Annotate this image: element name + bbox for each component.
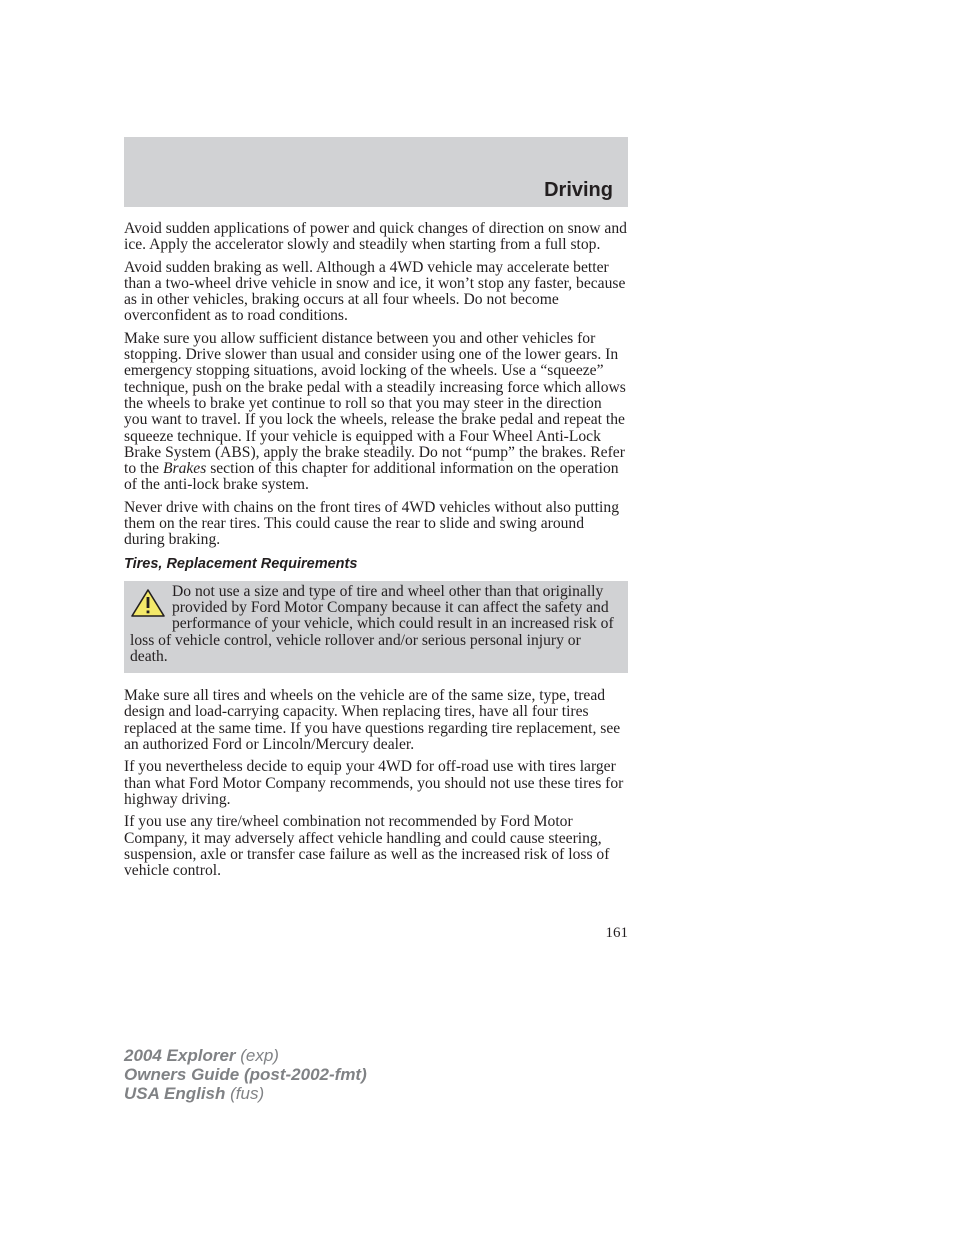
header-band — [124, 137, 628, 207]
footer-guide: Owners Guide (post-2002-fmt) — [124, 1065, 367, 1084]
main-content — [124, 221, 628, 885]
warning-triangle-icon — [130, 588, 166, 618]
brakes-reference: Brakes — [162, 460, 207, 478]
footer-line-2 — [124, 1065, 367, 1084]
footer-line-1 — [124, 1046, 367, 1065]
page-number: 161 — [605, 925, 628, 941]
paragraph-3-text-b: section of this chapter for additional information on the operation of the anti-lock brake system. — [124, 460, 619, 494]
paragraph-3-text-a: Make sure you allow sufficient distance between you and other vehicles for stopping. Drive slower than usual and consider using one of the lower gears. In emergency stopping situations, avoid locking of the wheels. Use a “squeeze” technique, push on the brake pedal with a steadily increasing force which allows the wheels to brake yet continue to roll so that you may steer in the direction you want to travel. If you lock the wheels, release the brake pedal and repeat the squeeze technique. If your vehicle is equipped with a Four Wheel Anti-Lock Brake System (ABS), apply the brake steadily. Do not “pump” the brakes. Refer to the — [124, 329, 626, 478]
warning-text: Do not use a size and type of tire and wheel other than that originally provided by Ford Motor Company because it can affect the safety and performance of your vehicle, which could result in an increased risk of loss of vehicle control, vehicle rollover and/or serious personal injury or death. — [130, 582, 614, 665]
section-heading: Tires, Replacement Requirements — [124, 555, 358, 572]
paragraph-3 — [124, 331, 628, 494]
paragraph-1: Avoid sudden applications of power and quick changes of direction on snow and ice. Apply the accelerator slowly and steadily when starting from a full stop. — [124, 220, 627, 254]
paragraph-7: If you use any tire/wheel combination not recommended by Ford Motor Company, it may adversely affect vehicle handling and could cause steering, suspension, axle or transfer case failure as well as the increased risk of loss of vehicle control. — [124, 813, 610, 880]
paragraph-2: Avoid sudden braking as well. Although a 4WD vehicle may accelerate better than a two-wheel drive vehicle in snow and ice, it won’t stop any faster, because as in other vehicles, braking occurs at all four wheels. Do not become overconfident as to road conditions. — [124, 258, 626, 325]
footer — [124, 1046, 367, 1103]
footer-model-code: (exp) — [235, 1046, 279, 1065]
page-title: Driving — [544, 179, 613, 201]
warning-box — [124, 581, 628, 673]
footer-model: 2004 Explorer — [124, 1046, 236, 1065]
footer-language-code: (fus) — [225, 1084, 265, 1103]
paragraph-6: If you nevertheless decide to equip your 4WD for off-road use with tires larger than what Ford Motor Company recommends, you should not use these tires for highway driving. — [124, 758, 624, 808]
footer-language: USA English — [124, 1084, 226, 1103]
paragraph-5: Make sure all tires and wheels on the vehicle are of the same size, type, tread design and load-carrying capacity. When replacing tires, have all four tires replaced at the same time. If you have questions regarding tire replacement, see an authorized Ford or Lincoln/Mercury dealer. — [124, 687, 621, 754]
paragraph-4: Never drive with chains on the front tires of 4WD vehicles without also putting them on the rear tires. This could cause the rear to slide and swing around during braking. — [124, 498, 619, 549]
footer-line-3 — [124, 1084, 367, 1103]
